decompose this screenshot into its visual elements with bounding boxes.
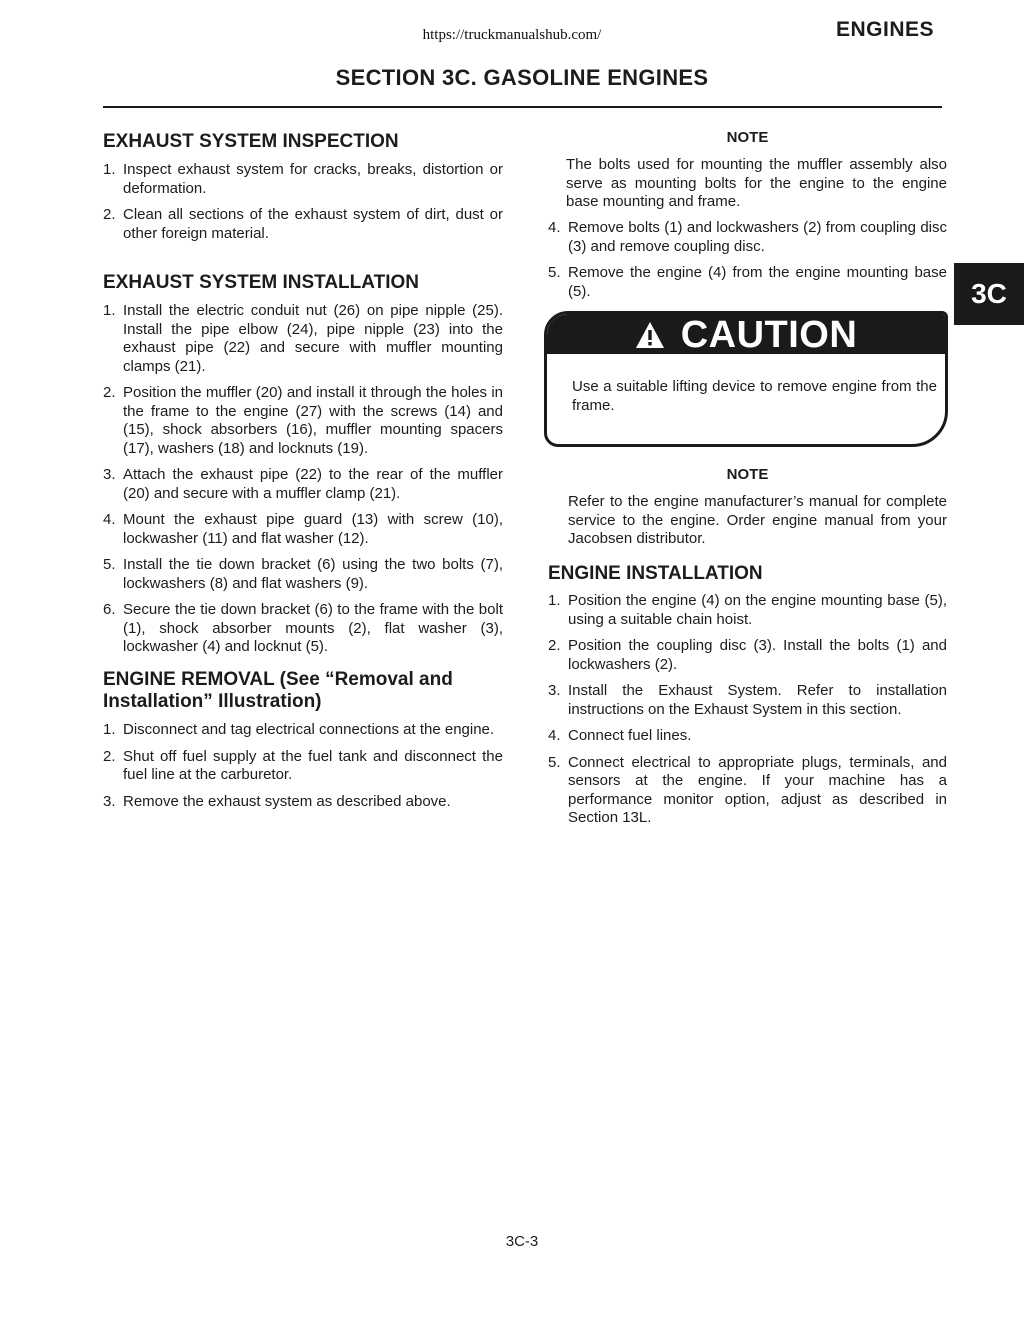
list-item (103, 721, 503, 740)
item-number: 3. (103, 466, 116, 483)
list-item (103, 793, 503, 812)
warning-triangle-icon (635, 314, 665, 361)
item-number: 1. (103, 161, 116, 178)
item-number: 1. (548, 592, 561, 609)
list-item (103, 466, 503, 503)
list-item (548, 637, 947, 674)
caution-text: Use a suitable lifting device to remove engine from the frame. (572, 378, 937, 414)
item-number: 3. (103, 792, 116, 810)
list-item (103, 556, 503, 593)
item-number: 4. (548, 727, 561, 744)
item-number: 2. (103, 747, 116, 765)
item-number: 1. (103, 721, 116, 738)
item-text: Attach the exhaust pipe (22) to the rear of the muffler (20) and secure with a muffler clamp (21). (123, 466, 503, 502)
caution-banner (547, 314, 945, 354)
item-text: Connect electrical to appropriate plugs, terminals, and sensors at the engine. If your machine has a performance monitor option, adjust as described in Section 13L. (568, 753, 947, 826)
list-item (103, 601, 503, 657)
item-number: 3. (548, 682, 561, 699)
note-text: The bolts used for mounting the muffler assembly also serve as mounting bolts for the engine to the engine base mounting and frame. (566, 156, 947, 210)
item-number: 5. (103, 556, 116, 573)
section-tab: 3C (954, 263, 1024, 325)
item-text: Connect fuel lines. (568, 727, 692, 744)
list-item (548, 727, 947, 746)
header-rule (103, 106, 942, 108)
page-number: 3C-3 (505, 1233, 539, 1250)
chapter-title: ENGINES (836, 18, 935, 41)
engine-removal-list (103, 721, 503, 819)
item-text: Mount the exhaust pipe guard (13) with screw (10), lockwasher (11) and flat washer (12). (123, 511, 503, 547)
list-item (103, 161, 503, 198)
note-title: NOTE (726, 129, 769, 146)
exhaust-installation-list (103, 302, 503, 665)
list-item (103, 748, 503, 785)
item-number: 2. (103, 206, 116, 223)
list-item (103, 302, 503, 376)
list-item (103, 511, 503, 548)
exhaust-inspection-list (103, 161, 503, 251)
list-item (548, 754, 947, 828)
item-text: Clean all sections of the exhaust system of dirt, dust or other foreign material. (123, 206, 503, 242)
item-number: 1. (103, 302, 116, 319)
item-number: 2. (548, 637, 561, 654)
item-text: Secure the tie down bracket (6) to the frame with the bolt (1), shock absorber mounts (2), flat washer (3), lockwasher (4) and locknut (5). (123, 601, 503, 655)
item-text: Inspect exhaust system for cracks, breaks, distortion or deformation. (123, 161, 503, 197)
item-text: Install the Exhaust System. Refer to installation instructions on the Exhaust System in this section. (568, 682, 947, 718)
list-item (548, 592, 947, 629)
item-number: 5. (548, 264, 561, 281)
engine-installation-heading: ENGINE INSTALLATION (548, 563, 763, 584)
list-item (103, 384, 503, 458)
item-text: Position the muffler (20) and install it through the holes in the frame to the engine (27) with the screws (14) and (15), shock absorbers (16), muffler mounting spacers (17), washers (18) and locknuts (19). (123, 384, 503, 457)
list-item (103, 206, 503, 243)
item-text: Position the engine (4) on the engine mounting base (5), using a suitable chain hoist. (568, 592, 947, 628)
item-text: Remove bolts (1) and lockwashers (2) from coupling disc (3) and remove coupling disc. (568, 219, 947, 255)
item-number: 5. (548, 753, 561, 771)
list-item (548, 264, 947, 301)
item-text: Install the tie down bracket (6) using the two bolts (7), lockwashers (8) and flat washers (9). (123, 556, 503, 592)
item-number: 4. (103, 511, 116, 528)
list-item (548, 219, 947, 256)
caution-box (544, 311, 948, 447)
exhaust-inspection-heading: EXHAUST SYSTEM INSPECTION (103, 131, 399, 152)
item-number: 2. (103, 384, 116, 401)
note-title: NOTE (726, 466, 769, 483)
item-text: Remove the exhaust system as described above. (123, 792, 451, 810)
note-text: Refer to the engine manufacturer’s manual for complete service to the engine. Order engine manual from your Jacobsen distributor. (568, 493, 947, 547)
item-text: Remove the engine (4) from the engine mounting base (5). (568, 264, 947, 300)
section-title: SECTION 3C. GASOLINE ENGINES (335, 65, 709, 90)
engine-installation-list (548, 592, 947, 836)
engine-removal-heading: ENGINE REMOVAL (See “Removal and Installation” Illustration) (103, 669, 453, 712)
item-text: Position the coupling disc (3). Install the bolts (1) and lockwashers (2). (568, 637, 947, 673)
source-url: https://truckmanualshub.com/ (422, 27, 602, 43)
list-item (548, 682, 947, 719)
caution-title: CAUTION (680, 314, 858, 356)
item-number: 6. (103, 601, 116, 618)
item-number: 4. (548, 219, 561, 236)
item-text: Disconnect and tag electrical connections at the engine. (123, 721, 495, 738)
engine-removal-continued-list (548, 219, 947, 309)
item-text: Install the electric conduit nut (26) on pipe nipple (25). Install the pipe elbow (24), pipe nipple (23) into the exhaust pipe (22) and secure with muffler mounting clamps (21). (123, 302, 503, 375)
item-text: Shut off fuel supply at the fuel tank and disconnect the fuel line at the carburetor. (123, 747, 503, 783)
exhaust-installation-heading: EXHAUST SYSTEM INSTALLATION (103, 272, 419, 293)
